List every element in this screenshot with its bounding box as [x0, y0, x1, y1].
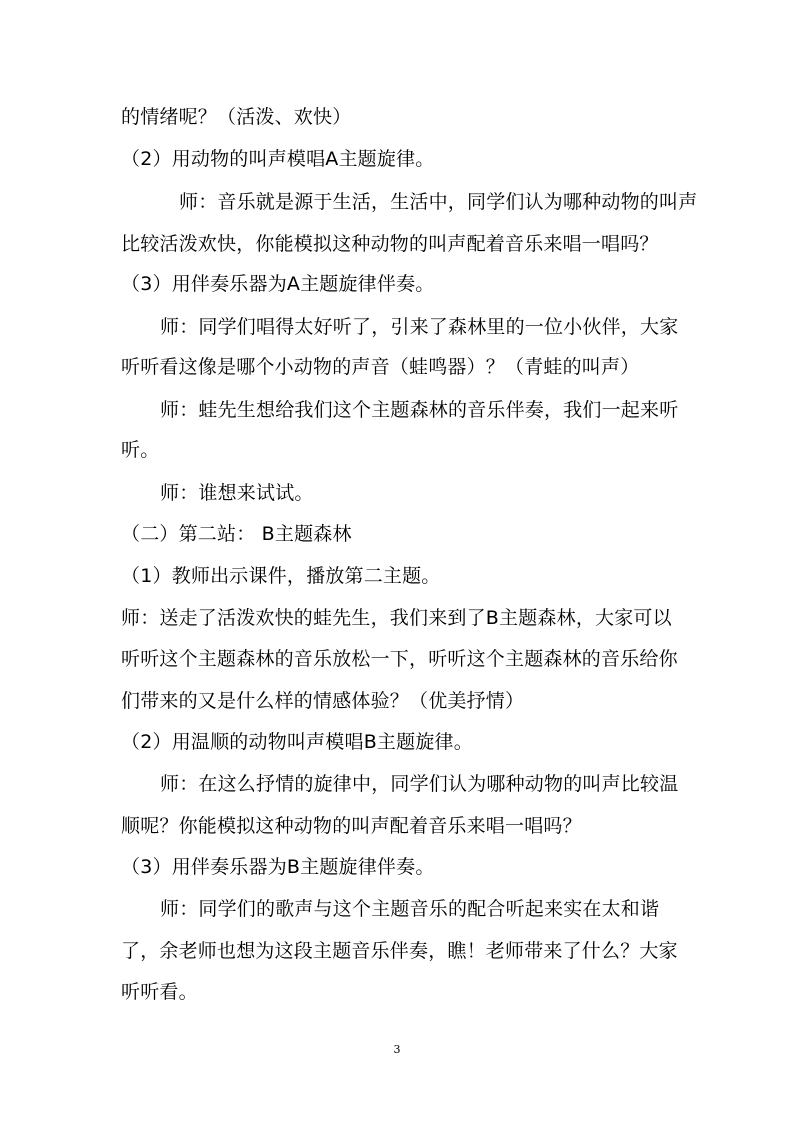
- text-line: 听听看这像是哪个小动物的声音（蛙鸣器）？（青蛙的叫声）: [121, 356, 640, 378]
- text-line: 顺呢？你能模拟这种动物的叫声配着音乐来唱一唱吗？: [121, 815, 582, 837]
- text-line: 了，余老师也想为这段主题音乐伴奏，瞧！老师带来了什么？大家: [121, 940, 678, 962]
- section-heading: （二）第二站： B主题森林: [121, 523, 352, 545]
- section-heading: （1）教师出示课件，播放第二主题。: [121, 565, 441, 587]
- section-heading: （2）用温顺的动物叫声模唱B主题旋律。: [121, 731, 473, 753]
- section-heading: （3）用伴奏乐器为A主题旋律伴奏。: [121, 273, 435, 295]
- text-line: 听。: [121, 439, 160, 461]
- section-heading: （3）用伴奏乐器为B主题旋律伴奏。: [121, 856, 435, 878]
- text-line: 们带来的又是什么样的情感体验？（优美抒情）: [121, 690, 525, 712]
- text-line: 师：蛙先生想给我们这个主题森林的音乐伴奏，我们一起来听: [160, 399, 679, 421]
- section-heading: （2）用动物的叫声模唱A主题旋律。: [121, 148, 435, 170]
- text-line: 师：送走了活泼欢快的蛙先生，我们来到了B主题森林，大家可以: [121, 607, 672, 629]
- text-line: 师：同学们唱得太好听了，引来了森林里的一位小伙伴，大家: [160, 316, 679, 338]
- text-line: 听听看。: [121, 981, 198, 1003]
- text-line: 师：音乐就是源于生活，生活中，同学们认为哪种动物的叫声: [179, 191, 698, 213]
- text-line: 比较活泼欢快，你能模拟这种动物的叫声配着音乐来唱一唱吗？: [121, 233, 659, 255]
- text-line: 师：在这么抒情的旋律中，同学们认为哪种动物的叫声比较温: [160, 773, 679, 795]
- text-line: 的情绪呢？（活泼、欢快）: [121, 106, 352, 128]
- text-line: 听听这个主题森林的音乐放松一下，听听这个主题森林的音乐给你: [121, 648, 678, 670]
- text-line: 师：同学们的歌声与这个主题音乐的配合听起来实在太和谐: [160, 898, 660, 920]
- text-line: 师：谁想来试试。: [160, 482, 314, 504]
- page-number: 3: [393, 1043, 401, 1056]
